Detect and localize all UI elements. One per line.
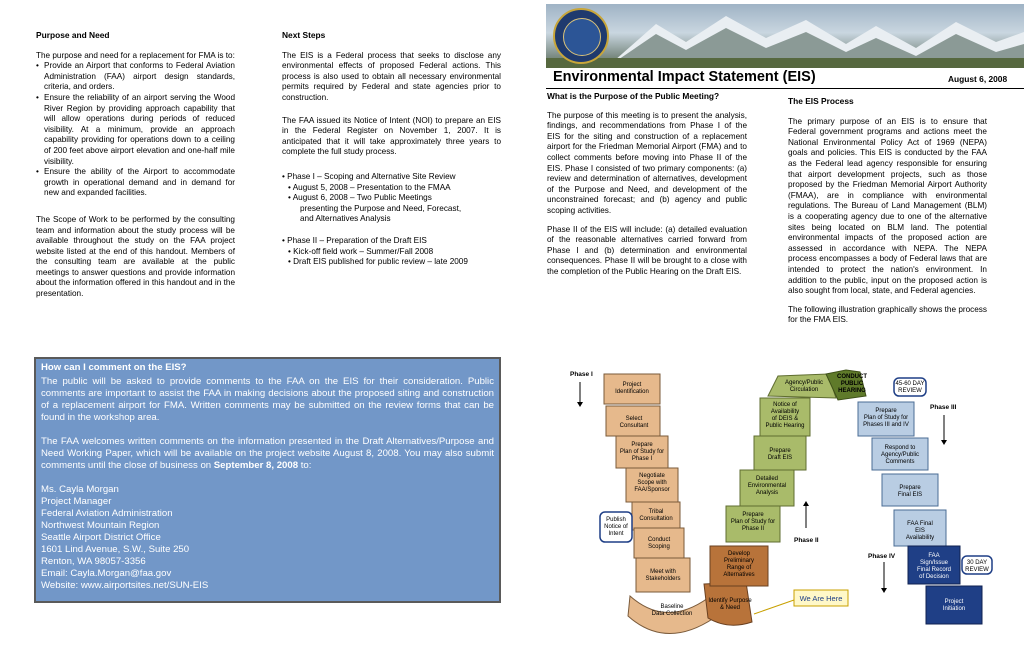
phase1-subitem-cont: presenting the Purpose and Need, Forecast, xyxy=(300,203,462,213)
contact-website[interactable]: Website: www.airportsites.net/SUN-EIS xyxy=(41,580,209,591)
comment-heading: How can I comment on the EIS? xyxy=(41,362,187,373)
phase-label: Phase III xyxy=(930,404,957,411)
address-line: Renton, WA 98057-3356 xyxy=(41,556,146,567)
phase1-subitem: • August 5, 2008 – Presentation to the FMAA xyxy=(288,182,451,192)
comment-deadline: September 8, 2008 xyxy=(213,460,299,471)
contact-address xyxy=(41,484,494,592)
phase1-subitem-cont: and Alternatives Analysis xyxy=(300,214,391,224)
step-final-eis-availability: FAA Final EIS Availability xyxy=(905,521,935,541)
phase-label: Phase I xyxy=(570,371,593,378)
step-project-identification: Project Identification xyxy=(615,382,649,395)
purpose-need-column xyxy=(36,30,235,308)
page-title: Environmental Impact Statement (EIS) xyxy=(553,69,816,85)
purpose-need-intro: The purpose and need for a replacement for FMA is to: xyxy=(36,50,235,60)
step-baseline-data: Baseline Data Collection xyxy=(651,604,693,617)
step-negotiate-scope: Negotiate Scope with FAA/Sponsor xyxy=(634,473,670,493)
step-meet-stakeholders: Meet with Stakeholders xyxy=(645,569,681,582)
step-plan-phase1: Prepare Plan of Study for Phase I xyxy=(619,442,665,462)
next-steps-column xyxy=(282,30,501,268)
phase-label: Phase IV xyxy=(868,553,896,560)
step-select-consultant: Select Consultant xyxy=(619,416,649,429)
public-meeting-p1: The purpose of this meeting is to present the analysis, findings, and recommendations from Phase I of the EIS for the siting and construction of a replacement airport for the Friedman Memorial Airport (FMA) and to collect comments before moving into Phase II of the EIS. Phase I consisted of two primary components: (a) review and determination of alternatives, development of the Purpose and Need, and development of the unconstrained forecast; and (b) agency and public scoping activities. xyxy=(547,110,747,215)
comment-p1: The public will be asked to provide comments to the FAA on the EIS for their consideration. Public comments are important to assist the FAA in making decisions about the proposed siting and construction of a replacement airport for FMA. Written comments may be submitted on the review forms that can be found in the workshop area. xyxy=(41,376,494,423)
phase2-subitem: • Kick-off field work – Summer/Fall 2008 xyxy=(288,246,434,256)
step-detailed-analysis: Detailed Environmental Analysis xyxy=(747,476,787,496)
comment-p2: The FAA welcomes written comments on the information presented in the Draft Alternatives/Purpose and Need Working Paper, which will be available on the project website August 8, 2008. You may also submit comments until the close of business on September 8, 2008 to: xyxy=(41,436,494,471)
address-line: Federal Aviation Administration xyxy=(41,508,173,519)
address-line: Northwest Mountain Region xyxy=(41,520,160,531)
step-plan-phase2: Prepare Plan of Study for Phase II xyxy=(730,512,776,532)
phase-label: Phase II xyxy=(794,537,819,544)
svg-text:45-60 DAYREVIEW: 45-60 DAY REVIEW xyxy=(895,381,925,394)
step-record-decision: FAA Sign/Issue Final Record of Decision xyxy=(916,553,952,580)
address-line: Ms. Cayla Morgan xyxy=(41,484,119,495)
next-steps-heading: Next Steps xyxy=(282,30,326,40)
step-draft-eis: Prepare Draft EIS xyxy=(767,448,793,461)
step-purpose-need: Identify Purpose & Need xyxy=(708,598,752,611)
mountain-banner-image xyxy=(546,4,1024,68)
faa-seal-logo xyxy=(553,8,609,64)
contact-email[interactable]: Email: Cayla.Morgan@faa.gov xyxy=(41,568,172,579)
step-develop-alternatives: Develop Preliminary Range of Alternatives xyxy=(723,551,755,578)
step-respond-comments: Respond to Agency/Public Comments xyxy=(880,445,920,465)
eis-process-diagram xyxy=(546,360,1024,662)
phase2-steps xyxy=(726,370,867,542)
purpose-need-heading: Purpose and Need xyxy=(36,30,110,40)
address-line: 1601 Lind Avenue, S.W., Suite 250 xyxy=(41,544,190,555)
phase2-item: • Phase II – Preparation of the Draft EIS xyxy=(282,235,427,245)
purpose-need-item: • Provide an Airport that conforms to Federal Aviation Administration (FAA) airport design standards, criteria, and orders. xyxy=(36,61,235,93)
address-line: Seattle Airport District Office xyxy=(41,532,161,543)
step-project-initiation: Project Initiation xyxy=(942,599,966,612)
address-line: Project Manager xyxy=(41,496,112,507)
eis-process-column xyxy=(788,96,987,334)
step-conduct-scoping: Conduct Scoping xyxy=(647,537,671,550)
step-notice-availability: Notice of Availability of DEIS & Public Hearing xyxy=(765,402,805,429)
eis-process-p2: The following illustration graphically shows the process for the FMA EIS. xyxy=(788,304,987,325)
phase3-steps xyxy=(858,402,946,546)
phase2-subitem: • Draft EIS published for public review – late 2009 xyxy=(288,257,468,267)
public-hearing-step: CONDUCT PUBLIC HEARING xyxy=(837,374,867,394)
mountain-icon xyxy=(546,4,1024,68)
scope-paragraph: The Scope of Work to be performed by the consulting team and information about the study process will be available throughout the study on the FAA project website listed at the end of this handout. Members of the consulting team are available at the public meetings to answer questions and provide information about the information offered in this handout and in the presentation. xyxy=(36,214,235,299)
comment-info-box xyxy=(34,357,501,603)
next-steps-p2: The FAA issued its Notice of Intent (NOI) to prepare an EIS in the Federal Register on November 1, 2007. It is anticipated that it will take approximately three years to complete the full study process. xyxy=(282,115,501,157)
phase1-item: • Phase I – Scoping and Alternative Site Review xyxy=(282,171,456,181)
purpose-need-item: • Ensure the ability of the Airport to accommodate growth in operational demand and in demand for new and expanded facilities. xyxy=(36,167,235,199)
step-agency-circulation: Agency/Public Circulation xyxy=(784,380,824,393)
public-meeting-p2: Phase II of the EIS will include: (a) detailed evaluation of the reasonable alternatives carried forward from Phase I and (b) determination and environmental consequences. Phase II will be brought to a close with the completion of the Public Hearing on the Draft EIS. xyxy=(547,224,747,276)
purpose-need-item: • Ensure the reliability of an airport serving the Wood River Region by providing approach capability that will allow operations during periods of reduced visibility. At a minimum, provide an approach capability providing for operations down to a ceiling of 200 feet above airport elevation and one-half mile visibility. xyxy=(36,93,235,167)
step-plan-phase3: Prepare Plan of Study for Phases III and IV xyxy=(863,408,909,428)
phase1-subitem: • August 6, 2008 – Two Public Meetings xyxy=(288,193,432,203)
public-meeting-column xyxy=(547,91,747,286)
eis-process-p1: The primary purpose of an EIS is to ensure that Federal government programs and actions meet the National Environmental Policy Act of 1969 (NEPA) goals and policies. This EIS is conducted by the FAA as the Federal lead agency responsible for ensuring that airport development projects, such as those proposed by the Friedman Memorial Airport Authority (FMAA), are in compliance with environmental regulations. The Bureau of Land Management (BLM) is a cooperating agency due to one of the alternative sites being located on BLM land. The potential environmental impacts of the proposed action are assessed in accordance with NEPA. The NEPA process encompasses a body of Federal laws that are intended to protect the nation's environment. In addition to the public, input on the proposed action is also sought from local, state, and Federal agencies. xyxy=(788,116,987,296)
public-meeting-heading: What is the Purpose of the Public Meeting? xyxy=(547,91,720,101)
step-tribal-consultation: Tribal Consultation xyxy=(639,509,673,522)
purpose-need-list xyxy=(36,61,235,199)
page-date: August 6, 2008 xyxy=(948,74,1008,84)
eis-process-heading: The EIS Process xyxy=(788,96,854,106)
next-steps-p1: The EIS is a Federal process that seeks to disclose any environmental effects of proposed Federal actions. This process is also used to obtain all necessary environmental permits required by Federal and state agencies prior to construction. xyxy=(282,50,501,102)
we-are-here-label: We Are Here xyxy=(799,594,843,603)
svg-text:PublishNotice ofIntent: Publish Notice of Intent xyxy=(604,517,628,537)
svg-text:30 DAYREVIEW: 30 DAY REVIEW xyxy=(965,560,989,573)
step-final-eis: Prepare Final EIS xyxy=(897,485,923,498)
